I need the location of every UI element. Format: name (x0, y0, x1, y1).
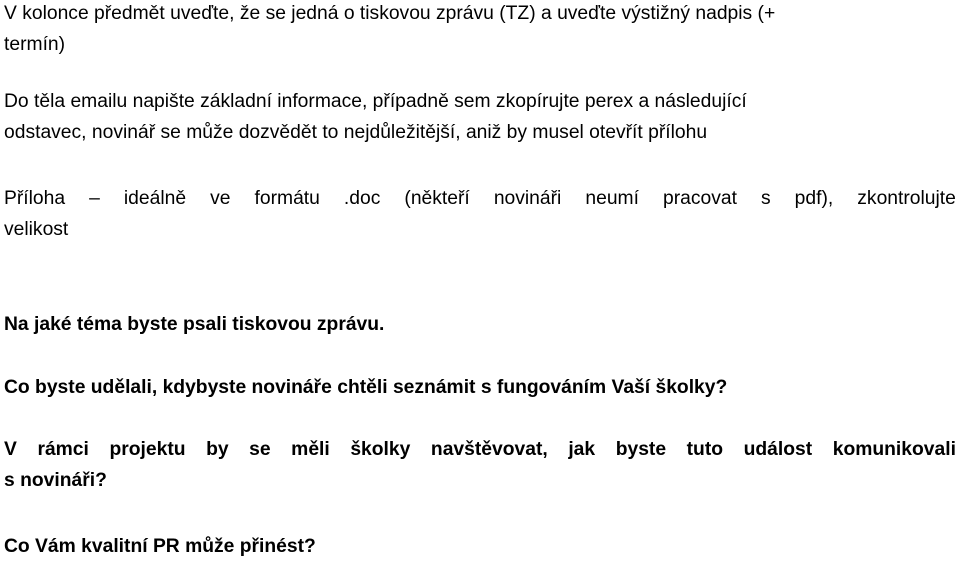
word: byste (615, 439, 667, 460)
word: se (249, 439, 271, 460)
text-line: Co byste udělali, kdybyste novináře chtěli seznámit s fungováním Vaší školky? (4, 377, 728, 398)
word: ve (210, 188, 231, 209)
word: Příloha (4, 188, 66, 209)
text-line: s novináři? (4, 470, 107, 491)
word: (někteří (404, 188, 470, 209)
word: školky (350, 439, 411, 460)
paragraph-email-body-instruction (4, 86, 747, 148)
question-introduce-kindergarten (4, 372, 727, 403)
word: tuto (686, 439, 724, 460)
text-line: termín) (4, 34, 66, 55)
word: rámci (37, 439, 89, 460)
text-line: V kolonce předmět uveďte, že se jedná o tiskovou zprávu (TZ) a uveďte výstižný nadpis (+ (4, 3, 776, 24)
question-pr-benefit (4, 531, 316, 562)
word: .doc (343, 188, 381, 209)
word: událost (743, 439, 813, 460)
justified-line (4, 434, 956, 465)
justified-line (4, 183, 956, 214)
text-line: Na jaké téma byste psali tiskovou zprávu. (4, 314, 385, 335)
text-line: Co Vám kvalitní PR může přinést? (4, 536, 316, 557)
word: jak (568, 439, 596, 460)
word: navštěvovat, (430, 439, 548, 460)
word: pdf), (794, 188, 834, 209)
paragraph-subject-instruction (4, 0, 775, 60)
text-line: odstavec, novinář se může dozvědět to nejdůležitější, aniž by musel otevřít přílohu (4, 122, 708, 143)
word: ideálně (123, 188, 187, 209)
paragraph-attachment-instruction (4, 183, 956, 245)
question-project-visits (4, 434, 956, 496)
text-line: Do těla emailu napište základní informace, případně sem zkopírujte perex a následující (4, 91, 747, 112)
question-topic (4, 309, 384, 340)
word: měli (291, 439, 330, 460)
word: zkontrolujte (857, 188, 956, 209)
word: V (4, 439, 17, 460)
word: pracovat (663, 188, 737, 209)
word: novináři (493, 188, 562, 209)
word: komunikovali (832, 439, 956, 460)
word: neumí (585, 188, 639, 209)
word: formátu (254, 188, 320, 209)
word: by (206, 439, 229, 460)
word: s (760, 188, 771, 209)
word: – (89, 188, 100, 209)
word: projektu (109, 439, 186, 460)
text-line: velikost (4, 219, 69, 240)
